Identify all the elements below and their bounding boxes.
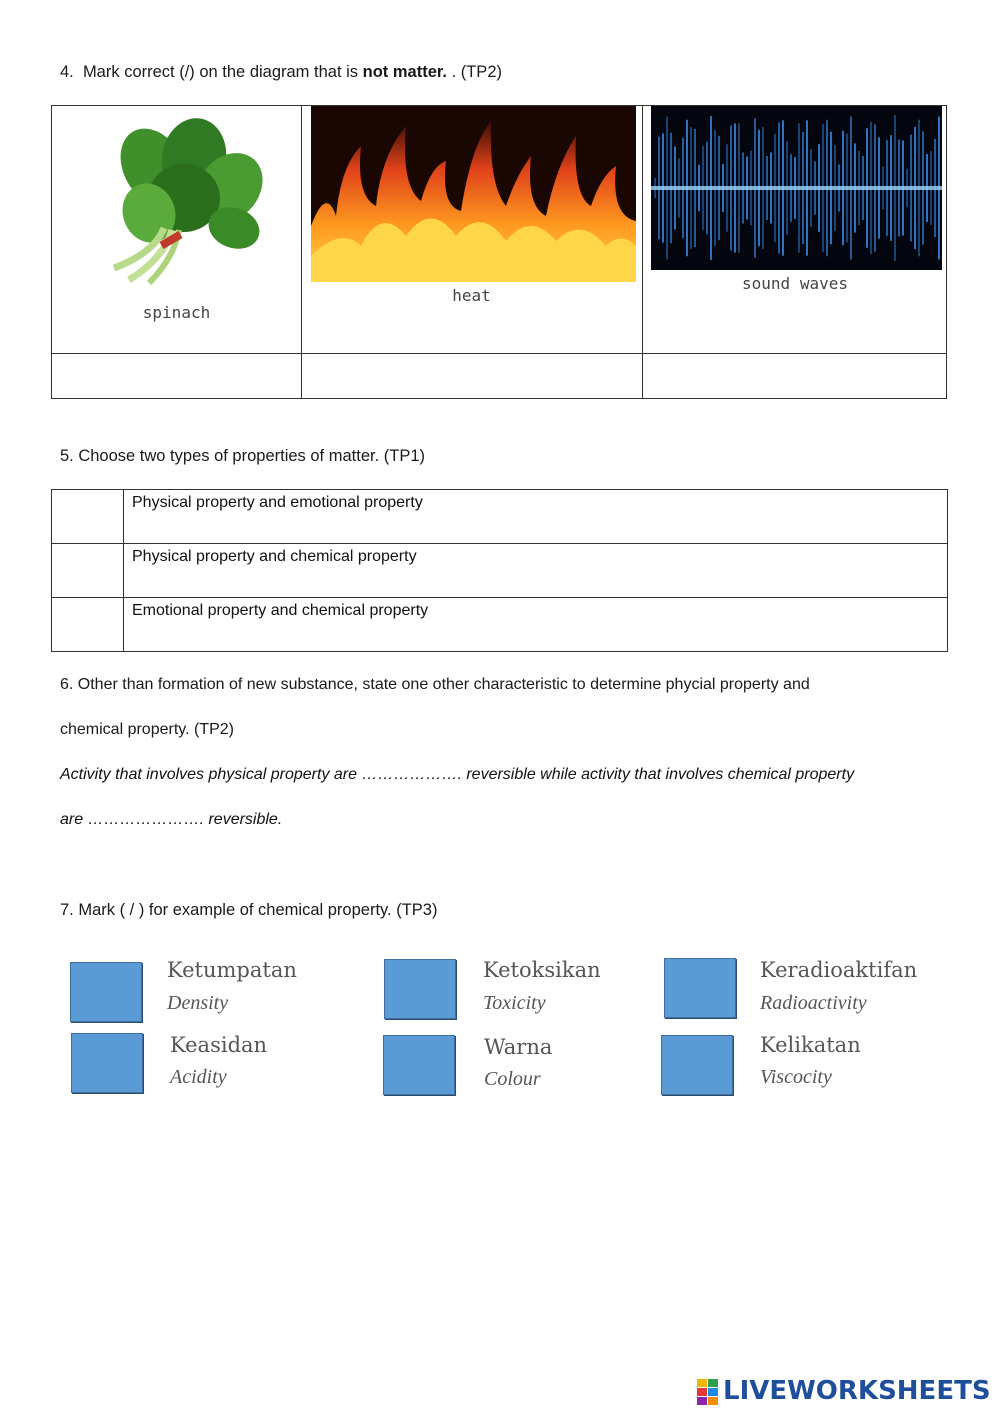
q4-answer-cell-heat[interactable] — [302, 354, 642, 398]
sound-wave-image — [651, 106, 942, 270]
spinach-image — [94, 118, 274, 286]
checkbox-viscocity[interactable] — [661, 1035, 733, 1095]
q5-row — [52, 544, 948, 598]
option-malay-colour: Warna — [484, 1035, 553, 1059]
question-6-line-2: chemical property. (TP2) — [60, 721, 234, 738]
q4-number: 4. — [60, 63, 74, 81]
question-4 — [60, 63, 502, 82]
q5-answer-cell-2[interactable] — [52, 544, 124, 598]
option-malay-acidity: Keasidan — [170, 1033, 268, 1057]
fire-image — [311, 106, 636, 282]
q5-row — [52, 490, 948, 544]
question-6-line-1: 6. Other than formation of new substance, state one other characteristic to determine phycial property and — [60, 676, 810, 693]
heat-caption: heat — [452, 286, 491, 305]
logo-text: LIVEWORKSHEETS — [723, 1376, 991, 1406]
question-7: 7. Mark ( / ) for example of chemical property. (TP3) — [60, 901, 438, 919]
q6-answer-line-1[interactable]: Activity that involves physical property are ………………. reversible while activity that involves chemical property — [60, 766, 855, 783]
q4-answer-cell-spinach[interactable] — [52, 354, 301, 398]
option-english-viscocity: Viscocity — [760, 1066, 832, 1088]
q4-table — [51, 105, 947, 399]
q5-row — [52, 598, 948, 652]
checkbox-acidity[interactable] — [71, 1033, 143, 1093]
option-english-colour: Colour — [484, 1068, 541, 1090]
option-malay-density: Ketumpatan — [167, 958, 297, 982]
q4-text-before: Mark correct (/) on the diagram that is — [82, 63, 363, 81]
sound-waves-caption: sound waves — [742, 274, 848, 293]
option-english-density: Density — [167, 992, 229, 1014]
option-english-acidity: Acidity — [170, 1066, 227, 1088]
q4-text-after: . (TP2) — [446, 63, 502, 81]
option-malay-viscocity: Kelikatan — [760, 1033, 861, 1057]
checkbox-radioactivity[interactable] — [664, 958, 736, 1018]
checkbox-density[interactable] — [70, 962, 142, 1022]
q6-answer-line-2[interactable]: are …………………. reversible. — [60, 811, 283, 828]
q5-option-3: Emotional property and chemical property — [124, 598, 948, 652]
checkbox-toxicity[interactable] — [384, 959, 456, 1019]
logo-icon — [697, 1377, 719, 1405]
q5-answer-cell-1[interactable] — [52, 490, 124, 544]
q5-answer-cell-3[interactable] — [52, 598, 124, 652]
q4-answer-cell-sound-waves[interactable] — [643, 354, 946, 398]
option-malay-radioactivity: Keradioaktifan — [760, 958, 918, 982]
option-malay-toxicity: Ketoksikan — [483, 958, 601, 982]
option-english-radioactivity: Radioactivity — [760, 992, 867, 1014]
checkbox-colour[interactable] — [383, 1035, 455, 1095]
question-5: 5. Choose two types of properties of matter. (TP1) — [60, 447, 425, 465]
spinach-caption: spinach — [142, 303, 211, 322]
q5-option-2: Physical property and chemical property — [124, 544, 948, 598]
q4-text-bold: not matter. — [362, 63, 447, 81]
q5-table — [51, 489, 948, 652]
option-english-toxicity: Toxicity — [483, 992, 546, 1014]
liveworksheets-logo — [697, 1376, 991, 1406]
q5-option-1: Physical property and emotional property — [124, 490, 948, 544]
